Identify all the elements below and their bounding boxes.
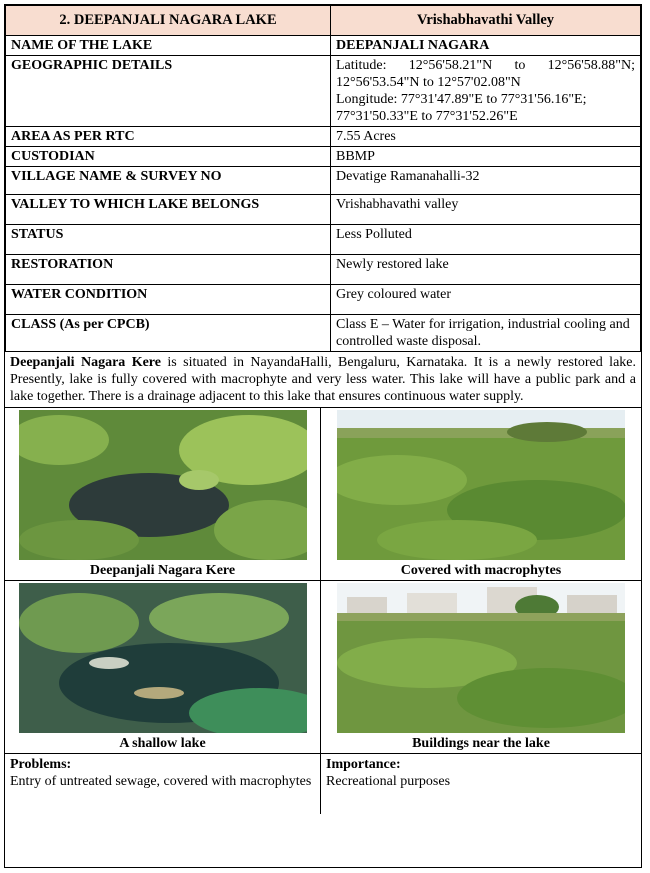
row-value: Class E – Water for irrigation, industrial cooling and controlled waste disposal. bbox=[331, 315, 641, 352]
row-key: WATER CONDITION bbox=[6, 285, 331, 315]
row-value: DEEPANJALI NAGARA bbox=[331, 36, 641, 56]
lake-description bbox=[5, 352, 641, 408]
row-key: VALLEY TO WHICH LAKE BELONGS bbox=[6, 195, 331, 225]
row-value: 7.55 Acres bbox=[331, 127, 641, 147]
lake-info-table bbox=[5, 5, 641, 352]
row-key: VILLAGE NAME & SURVEY NO bbox=[6, 167, 331, 195]
photo-grid bbox=[5, 408, 641, 754]
table-row bbox=[6, 147, 641, 167]
photo-shallow-lake bbox=[19, 583, 307, 733]
row-value: BBMP bbox=[331, 147, 641, 167]
lake-title: 2. DEEPANJALI NAGARA LAKE bbox=[6, 6, 331, 36]
description-text: is situated in NayandaHalli, Bengaluru, Karnataka. It is a newly restored lake. Presently, lake is fully covered with macrophyte and very less water. This lake will have a public park and a lake together. There is a drainage adjacent to this lake that ensures continuous water supply. bbox=[10, 355, 637, 404]
photo-cell bbox=[321, 408, 641, 581]
importance-text: Recreational purposes bbox=[326, 774, 451, 789]
photo-buildings bbox=[337, 583, 625, 733]
problems-cell bbox=[5, 754, 321, 814]
description-bold: Deepanjali Nagara Kere bbox=[10, 355, 161, 370]
photo-caption: Deepanjali Nagara Kere bbox=[89, 563, 236, 578]
row-key: STATUS bbox=[6, 225, 331, 255]
table-row bbox=[6, 127, 641, 147]
row-key: CLASS (As per CPCB) bbox=[6, 315, 331, 352]
table-row bbox=[6, 167, 641, 195]
importance-label: Importance: bbox=[326, 757, 401, 772]
row-value: Devatige Ramanahalli-32 bbox=[331, 167, 641, 195]
row-value: Grey coloured water bbox=[331, 285, 641, 315]
photo-cell bbox=[321, 581, 641, 754]
notes-row bbox=[5, 754, 641, 814]
photo-cell bbox=[5, 581, 321, 754]
photo-caption: Buildings near the lake bbox=[412, 736, 550, 751]
row-value: Newly restored lake bbox=[331, 255, 641, 285]
row-key: RESTORATION bbox=[6, 255, 331, 285]
table-row bbox=[6, 255, 641, 285]
table-row bbox=[6, 195, 641, 225]
row-value: Less Polluted bbox=[331, 225, 641, 255]
photo-caption: Covered with macrophytes bbox=[400, 563, 562, 578]
row-key: AREA AS PER RTC bbox=[6, 127, 331, 147]
latitude-value: Latitude: 12°56'58.21"N to 12°56'58.88"N; 12°56'53.54"N to 12°57'02.08"N bbox=[336, 58, 635, 90]
photo-cell bbox=[5, 408, 321, 581]
row-key: GEOGRAPHIC DETAILS bbox=[6, 56, 331, 127]
row-value: Vrishabhavathi valley bbox=[331, 195, 641, 225]
problems-text: Entry of untreated sewage, covered with macrophytes bbox=[10, 774, 312, 789]
table-row bbox=[6, 285, 641, 315]
table-row bbox=[6, 315, 641, 352]
photo-caption: A shallow lake bbox=[119, 736, 206, 751]
table-header bbox=[6, 6, 641, 36]
row-key: CUSTODIAN bbox=[6, 147, 331, 167]
longitude-value: Longitude: 77°31'47.89"E to 77°31'56.16"E; 77°31'50.33"E to 77°31'52.26"E bbox=[336, 92, 587, 124]
table-row bbox=[6, 36, 641, 56]
problems-label: Problems: bbox=[10, 757, 72, 772]
photo-weeds-water bbox=[19, 410, 307, 560]
importance-cell bbox=[321, 754, 641, 814]
lake-sheet bbox=[4, 4, 642, 868]
row-value bbox=[331, 56, 641, 127]
valley-title: Vrishabhavathi Valley bbox=[331, 6, 641, 36]
table-row bbox=[6, 225, 641, 255]
row-key: NAME OF THE LAKE bbox=[6, 36, 331, 56]
table-row bbox=[6, 56, 641, 127]
photo-macrophytes bbox=[337, 410, 625, 560]
